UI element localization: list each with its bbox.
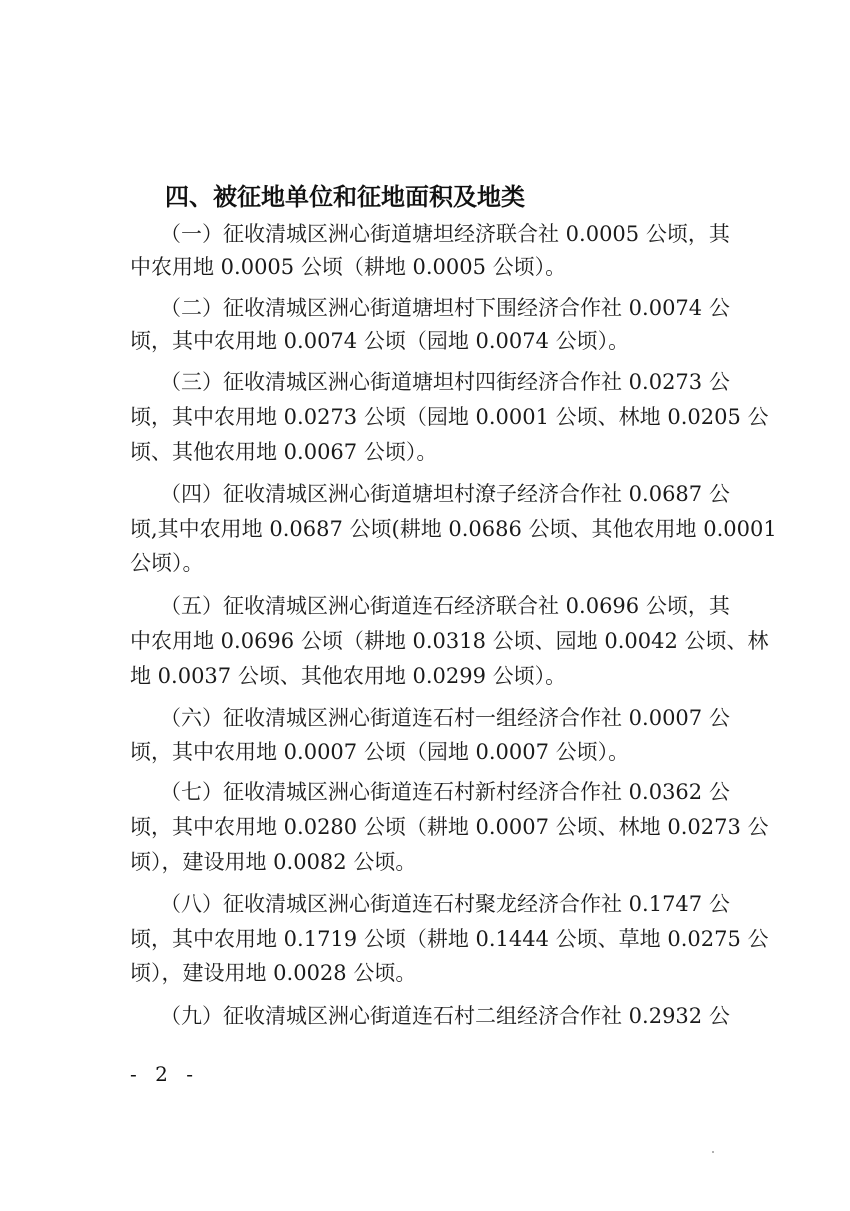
paragraph-5-line-1: （五）征收清城区洲心街道连石经济联合社 0.0696 公顷，其 bbox=[160, 594, 730, 618]
paragraph-7-line-3: 顷），建设用地 0.0082 公顷。 bbox=[130, 850, 417, 874]
paragraph-8-line-1: （八）征收清城区洲心街道连石村聚龙经济合作社 0.1747 公 bbox=[160, 892, 730, 916]
section-heading: 四、被征地单位和征地面积及地类 bbox=[165, 183, 525, 211]
paragraph-1-line-2: 中农用地 0.0005 公顷（耕地 0.0005 公顷）。 bbox=[130, 255, 567, 279]
paragraph-2-line-2: 顷，其中农用地 0.0074 公顷（园地 0.0074 公顷）。 bbox=[130, 329, 630, 353]
paragraph-3-line-2: 顷，其中农用地 0.0273 公顷（园地 0.0001 公顷、林地 0.0205 公 bbox=[130, 405, 769, 429]
paragraph-3-line-3: 顷、其他农用地 0.0067 公顷）。 bbox=[130, 440, 438, 464]
page-number: - 2 - bbox=[130, 1062, 199, 1086]
paragraph-7-line-1: （七）征收清城区洲心街道连石村新村经济合作社 0.0362 公 bbox=[160, 780, 730, 804]
paragraph-1-line-1: （一）征收清城区洲心街道塘坦经济联合社 0.0005 公顷，其 bbox=[160, 222, 730, 246]
paragraph-7-line-2: 顷，其中农用地 0.0280 公顷（耕地 0.0007 公顷、林地 0.0273 公 bbox=[130, 815, 769, 839]
paragraph-8-line-2: 顷，其中农用地 0.1719 公顷（耕地 0.1444 公顷、草地 0.0275 公 bbox=[130, 927, 769, 951]
scan-speck bbox=[712, 1151, 714, 1153]
paragraph-2-line-1: （二）征收清城区洲心街道塘坦村下围经济合作社 0.0074 公 bbox=[160, 296, 730, 320]
paragraph-4-line-3: 公顷）。 bbox=[130, 551, 204, 575]
paragraph-3-line-1: （三）征收清城区洲心街道塘坦村四街经济合作社 0.0273 公 bbox=[160, 370, 730, 394]
paragraph-6-line-2: 顷，其中农用地 0.0007 公顷（园地 0.0007 公顷）。 bbox=[130, 740, 630, 764]
paragraph-5-line-3: 地 0.0037 公顷、其他农用地 0.0299 公顷）。 bbox=[130, 664, 567, 688]
paragraph-4-line-2: 顷,其中农用地 0.0687 公顷(耕地 0.0686 公顷、其他农用地 0.0001 bbox=[130, 517, 777, 541]
paragraph-8-line-3: 顷），建设用地 0.0028 公顷。 bbox=[130, 961, 417, 985]
paragraph-4-line-1: （四）征收清城区洲心街道塘坦村潦子经济合作社 0.0687 公 bbox=[160, 482, 730, 506]
paragraph-9-line-1: （九）征收清城区洲心街道连石村二组经济合作社 0.2932 公 bbox=[160, 1004, 730, 1028]
paragraph-6-line-1: （六）征收清城区洲心街道连石村一组经济合作社 0.0007 公 bbox=[160, 706, 730, 730]
paragraph-5-line-2: 中农用地 0.0696 公顷（耕地 0.0318 公顷、园地 0.0042 公顷、林 bbox=[130, 629, 769, 653]
